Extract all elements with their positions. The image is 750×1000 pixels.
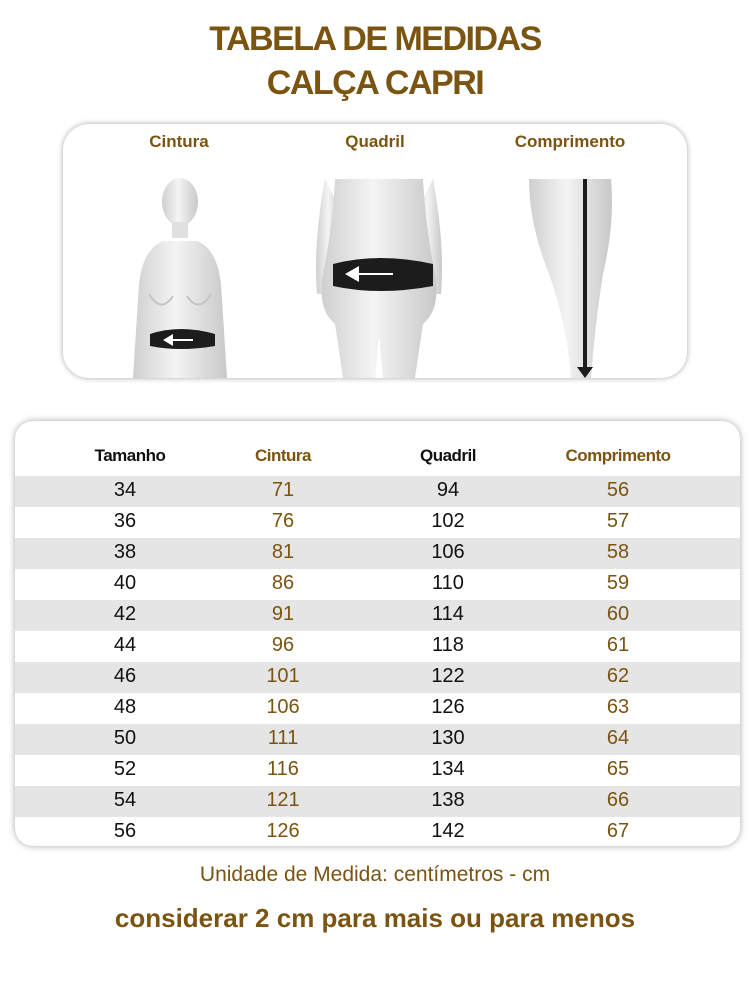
table-cell: 52 (113, 758, 137, 780)
table-cell: 46 (113, 665, 137, 687)
table-cell: 96 (271, 634, 295, 656)
table-cell: 116 (267, 758, 299, 780)
table-cell: 126 (431, 696, 465, 718)
table-cell: 60 (606, 603, 630, 625)
table-cell: 64 (606, 727, 630, 749)
table-cell: 86 (271, 572, 295, 594)
figure-label-waist: Cintura (149, 132, 209, 151)
table-cell: 50 (113, 727, 137, 749)
table-cell: 57 (606, 510, 630, 532)
table-cell: 122 (431, 665, 465, 687)
leg-mannequin-length-icon (529, 179, 612, 378)
table-cell: 130 (431, 727, 465, 749)
table-cell: 56 (113, 820, 137, 842)
table-row (15, 786, 740, 817)
mannequin-illustrations (63, 124, 687, 378)
size-table (15, 421, 740, 846)
torso-mannequin-waist-icon (133, 178, 227, 378)
table-cell: 110 (432, 572, 464, 594)
table-cell: 94 (436, 479, 460, 501)
table-cell: 142 (431, 820, 465, 842)
table-cell: 48 (113, 696, 137, 718)
table-cell: 91 (271, 603, 295, 625)
table-cell: 126 (266, 820, 300, 842)
table-cell: 59 (606, 572, 630, 594)
table-cell: 56 (606, 479, 630, 501)
page-title-line1: TABELA DE MEDIDAS (209, 20, 541, 58)
header-hip: Quadril (419, 446, 476, 465)
table-cell: 34 (113, 479, 137, 501)
table-cell: 106 (266, 696, 300, 718)
table-row (15, 724, 740, 755)
table-header-row (15, 446, 740, 472)
header-size: Tamanho (94, 446, 166, 465)
header-waist: Cintura (255, 446, 311, 465)
table-cell: 134 (431, 758, 465, 780)
table-row (15, 755, 740, 786)
table-cell: 106 (431, 541, 465, 563)
measurement-figures-card (63, 124, 687, 378)
table-cell: 62 (606, 665, 630, 687)
table-row (15, 600, 740, 631)
table-cell: 40 (113, 572, 137, 594)
figure-label-hip: Quadril (345, 132, 405, 151)
table-row (15, 693, 740, 724)
table-cell: 121 (266, 789, 300, 811)
table-cell: 118 (432, 634, 464, 656)
table-cell: 54 (113, 789, 137, 811)
table-cell: 65 (606, 758, 630, 780)
table-cell: 138 (431, 789, 465, 811)
header-length: Comprimento (565, 446, 671, 465)
table-cell: 101 (266, 665, 300, 687)
table-cell: 61 (606, 634, 630, 656)
table-cell: 38 (113, 541, 137, 563)
table-cell: 76 (271, 510, 295, 532)
table-row (15, 538, 740, 569)
table-cell: 111 (267, 727, 299, 749)
tolerance-note: considerar 2 cm para mais ou para menos (114, 903, 636, 933)
table-cell: 44 (113, 634, 137, 656)
unit-text: Unidade de Medida: centímetros - cm (199, 863, 551, 886)
table-cell: 114 (432, 603, 464, 625)
table-row (15, 569, 740, 600)
table-cell: 81 (271, 541, 295, 563)
table-cell: 102 (431, 510, 465, 532)
table-row (15, 817, 740, 846)
table-cell: 63 (606, 696, 630, 718)
table-row (15, 476, 740, 507)
table-cell: 71 (271, 479, 295, 501)
page-title-line2: CALÇA CAPRI (266, 64, 484, 102)
table-cell: 36 (113, 510, 137, 532)
table-cell: 58 (606, 541, 630, 563)
table-cell: 67 (606, 820, 630, 842)
table-row (15, 507, 740, 538)
table-row (15, 631, 740, 662)
table-cell: 42 (113, 603, 137, 625)
figure-label-length: Comprimento (514, 132, 626, 151)
hip-mannequin-icon (316, 179, 442, 378)
table-row (15, 662, 740, 693)
table-cell: 66 (606, 789, 630, 811)
